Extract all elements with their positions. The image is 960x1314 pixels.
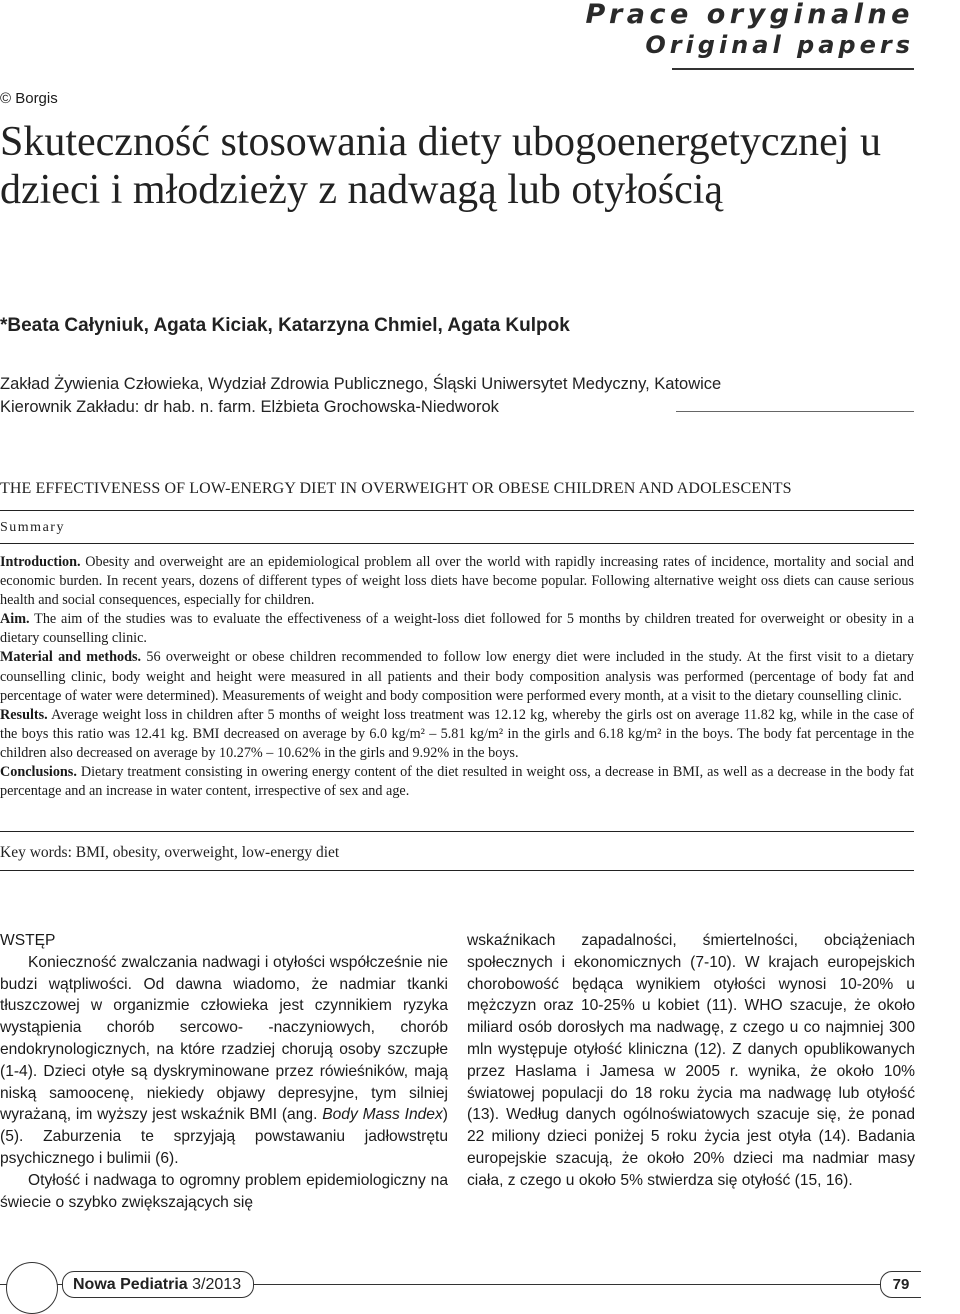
abstract-text: The aim of the studies was to evaluate the effectiveness of a weight-loss diet followed for 5 months by children treated for overweight or obesity in a dietary counselling clinic. — [0, 611, 914, 647]
abstract-text: Obesity and overweight are an epidemiological problem all over the world with rapidly increasing rates of incidence, mortality and social and economic burden. In recent years, dozens of different types of weight loss diets have become popular. Following alternative weight oss diets can cause serious health and social consequences, especially for children. — [0, 554, 914, 609]
abstract-label: Material and methods. — [0, 649, 142, 666]
authors: *Beata Całyniuk, Agata Kiciak, Katarzyna Chmiel, Agata Kulpok — [0, 315, 570, 336]
divider — [0, 510, 914, 511]
abstract-text: Dietary treatment consisting in owering energy content of the diet resulted in weight oss, a decrease in BMI, as well as a decrease in the body fat percentage and an increase in water content, irrespective of sex and age. — [0, 764, 914, 800]
abstract-conclusions — [0, 763, 914, 801]
divider — [0, 870, 914, 871]
divider — [0, 831, 914, 832]
body-paragraph — [0, 952, 448, 1170]
body-text: Konieczność zwalczania nadwagi i otyłości współcześnie nie budzi wątpliwości. Od dawna wiadomo, że nadmiar tkanki tłuszczowej w organizmie człowieka jest czynnikiem ryzyka wystąpienia chorób sercowo- -naczyniowych, chorób endokrynologicznych, na które rzadziej chorują osoby szczupłe (1-4). Dzieci otyłe są dyskryminowane przez rówieśników, mają niską samoocenę, niekiedy objawy depresyjne, tym silniej wyrażaną, im wyższy jest wskaźnik BMI (ang. — [0, 953, 448, 1124]
publisher-credit: © Borgis — [0, 90, 58, 107]
body-paragraph: Otyłość i nadwaga to ogromny problem epidemiologiczny na świecie o szybko zwiększających się — [0, 1171, 448, 1211]
abstract-label: Conclusions. — [0, 764, 77, 781]
abstract-label: Introduction. — [0, 554, 81, 570]
keywords: Key words: BMI, obesity, overweight, low-energy diet — [0, 844, 340, 861]
affiliation-rule — [676, 411, 914, 412]
section-label-english: Original papers — [645, 31, 914, 59]
affiliation-department: Zakład Żywienia Człowieka, Wydział Zdrowia Publicznego, Śląski Uniwersytet Medyczny, Katowice — [0, 375, 722, 393]
abstract-results — [0, 706, 914, 763]
abstract-aim — [0, 610, 914, 648]
summary-heading: Summary — [0, 520, 65, 535]
section-label — [586, 0, 915, 60]
body-text: ) (5). Zaburzenia te sprzyjają powstawaniu jadłowstrętu psychicznego i bulimii (6). — [0, 1106, 448, 1167]
abstract — [0, 553, 914, 801]
abstract-text: 56 overweight or obese children recommended to follow low energy diet were included in the study. At the first visit to a dietary counselling clinic, body weight and height were measured in all patients and their body composition analysis was performed (percentage of body fat and percentage of water were determined). Measurements of weight and body composition were performed every month, at a visit to the dietary counselling clinic. — [0, 649, 914, 704]
body-text-italic: Body Mass Index — [322, 1106, 443, 1124]
affiliation — [0, 373, 721, 419]
journal-issue: 3/2013 — [187, 1276, 242, 1293]
section-label-polish: Prace oryginalne — [585, 0, 914, 30]
section-heading: WSTĘP — [0, 932, 56, 949]
footer-ornament — [6, 1262, 58, 1314]
journal-name: Nowa Pediatria — [73, 1276, 188, 1293]
abstract-label: Results. — [0, 706, 48, 723]
header-rule — [672, 68, 914, 70]
body-column-right — [467, 930, 915, 1192]
divider — [0, 543, 914, 544]
abstract-text: Average weight loss in children after 5 months of weight loss treatment was 12.12 kg, whereby the girls ost on average 11.82 kg, while in the case of the boys this ratio was 12.41 kg. BMI decreased on average by 6.0 kg/m² – 5.81 kg/m² in the girls and 6.18 kg/m² in the boys. The body fat percentage in the children also decreased on average by 10.27% – 10.62% in the girls and 9.92% in the boys. — [0, 706, 914, 761]
english-title: THE EFFECTIVENESS OF LOW-ENERGY DIET IN OVERWEIGHT OR OBESE CHILDREN AND ADOLESCENTS — [0, 480, 792, 497]
page-number: 79 — [880, 1271, 921, 1298]
journal-badge — [62, 1271, 254, 1298]
abstract-label: Aim. — [0, 611, 30, 628]
article-title: Skuteczność stosowania diety ubogoenergetycznej u dzieci i młodzieży z nadwagą lub otyłością — [0, 119, 881, 213]
abstract-methods — [0, 648, 914, 705]
abstract-introduction — [0, 553, 914, 610]
body-paragraph: wskaźnikach zapadalności, śmiertelności, obciążeniach społecznych i ekonomicznych (7-10). W krajach europejskich chorobowość będąca wynikiem otyłości wynosi 10-20% u mężczyzn oraz 10-25% u kobiet (11). WHO szacuje, że około miliard osób dorosłych ma nadwagę, z czego u co najmniej 300 mln występuje otyłość kliniczna (12). Z danych opublikowanych przez Haslama i Jamesa w 2005 r. wynika, że około 10% światowej populacji do 18 roku życia ma nadwagę lub otyłość (13). Według danych ogólnoświatowych szacuje się, że ponad 22 miliony dzieci poniżej 5 roku życia jest otyła (14). Badania europejskie szacują, że około 20% dzieci ma nadmiar masy ciała, z czego u około 5% stwierdza się otyłość (15, 16). — [467, 932, 915, 1189]
body-column-left — [0, 930, 448, 1213]
affiliation-head: Kierownik Zakładu: dr hab. n. farm. Elżbieta Grochowska-Niedworok — [0, 398, 499, 416]
